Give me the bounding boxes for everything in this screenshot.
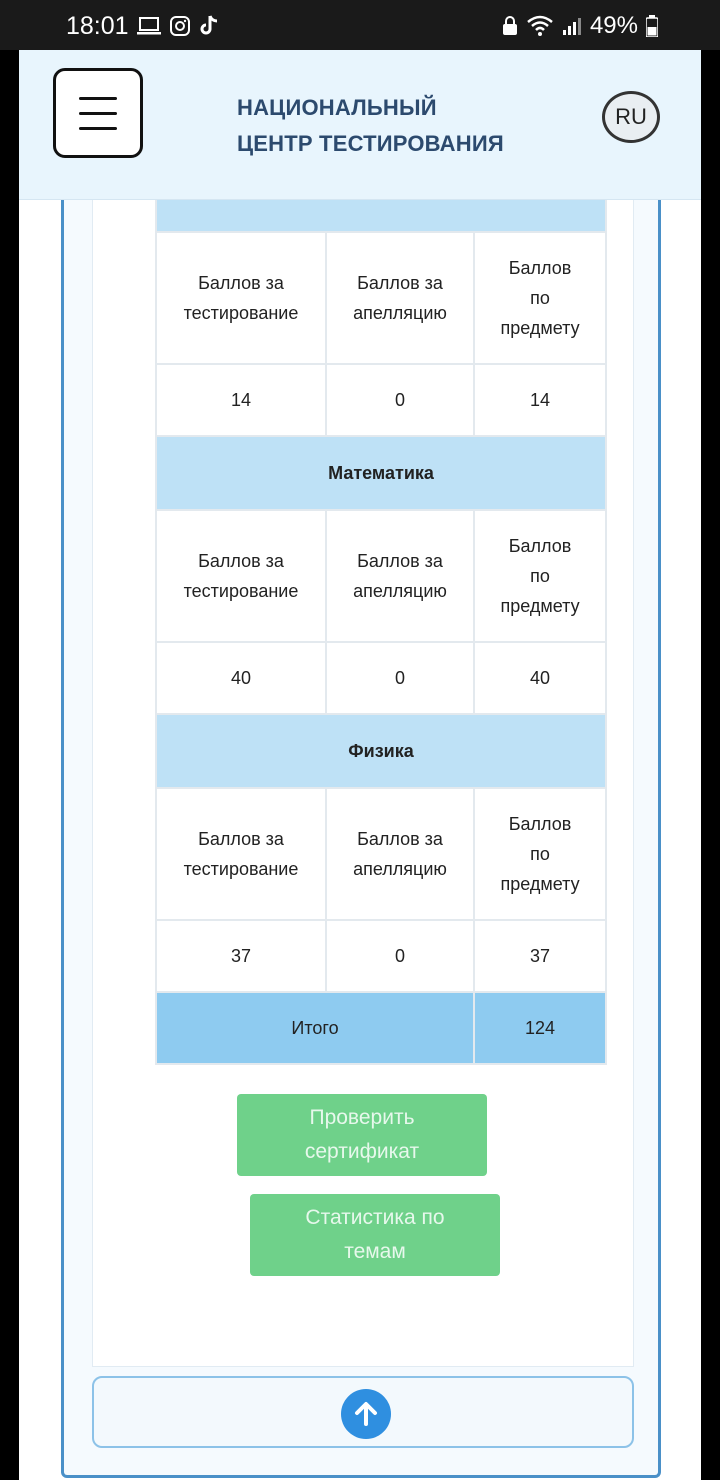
col-testing: Баллов за тестирование xyxy=(156,510,326,642)
check-certificate-button[interactable]: Проверить сертификат xyxy=(237,1094,487,1176)
hamburger-icon-line xyxy=(79,112,117,115)
value-subject-total: 14 xyxy=(474,364,606,436)
header-row xyxy=(156,510,606,642)
subject-name: Математика xyxy=(156,436,606,510)
value-row xyxy=(156,364,606,436)
app-header xyxy=(19,50,701,200)
battery-percent: 49% xyxy=(589,12,638,39)
language-switch[interactable]: RU xyxy=(602,91,660,143)
col-testing: Баллов за тестирование xyxy=(156,232,326,364)
results-table xyxy=(155,181,607,1065)
col-subject-total: Баллов по предмету xyxy=(474,232,606,364)
topic-statistics-button[interactable]: Статистика по темам xyxy=(250,1194,500,1276)
header-row xyxy=(156,232,606,364)
laptop-icon xyxy=(137,16,161,36)
col-subject-total: Баллов по предмету xyxy=(474,788,606,920)
hamburger-icon-line xyxy=(79,97,117,100)
brand-line-2: ЦЕНТР ТЕСТИРОВАНИЯ xyxy=(237,131,504,156)
col-subject-total: Баллов по предмету xyxy=(474,510,606,642)
value-testing: 37 xyxy=(156,920,326,992)
scroll-to-top-button[interactable] xyxy=(341,1389,391,1439)
scroll-to-top-bar[interactable] xyxy=(92,1376,634,1448)
col-appeal: Баллов за апелляцию xyxy=(326,788,474,920)
value-row xyxy=(156,920,606,992)
arrow-up-icon xyxy=(352,1400,380,1428)
brand-title[interactable] xyxy=(237,90,504,162)
value-appeal: 0 xyxy=(326,364,474,436)
subject-row xyxy=(156,714,606,788)
hamburger-icon-line xyxy=(79,127,117,130)
status-right xyxy=(502,12,658,40)
wifi-icon xyxy=(526,15,554,37)
header-row xyxy=(156,788,606,920)
value-subject-total: 40 xyxy=(474,642,606,714)
value-appeal: 0 xyxy=(326,920,474,992)
results-panel xyxy=(92,180,634,1367)
instagram-icon xyxy=(169,15,191,37)
subject-name: Физика xyxy=(156,714,606,788)
total-label: Итого xyxy=(156,992,474,1064)
status-bar xyxy=(0,0,720,50)
tiktok-icon xyxy=(199,14,219,38)
total-row xyxy=(156,992,606,1064)
status-time: 18:01 xyxy=(66,12,129,40)
col-appeal: Баллов за апелляцию xyxy=(326,510,474,642)
status-left-icons xyxy=(137,14,219,38)
value-row xyxy=(156,642,606,714)
battery-icon xyxy=(646,15,658,37)
value-testing: 14 xyxy=(156,364,326,436)
total-value: 124 xyxy=(474,992,606,1064)
value-subject-total: 37 xyxy=(474,920,606,992)
value-appeal: 0 xyxy=(326,642,474,714)
brand-line-1: НАЦИОНАЛЬНЫЙ xyxy=(237,95,437,120)
menu-button[interactable] xyxy=(53,68,143,158)
app-screen xyxy=(19,50,701,1480)
lock-icon xyxy=(502,16,518,36)
value-testing: 40 xyxy=(156,642,326,714)
results-card xyxy=(61,180,661,1478)
col-appeal: Баллов за апелляцию xyxy=(326,232,474,364)
subject-row xyxy=(156,436,606,510)
signal-icon xyxy=(562,16,582,36)
col-testing: Баллов за тестирование xyxy=(156,788,326,920)
